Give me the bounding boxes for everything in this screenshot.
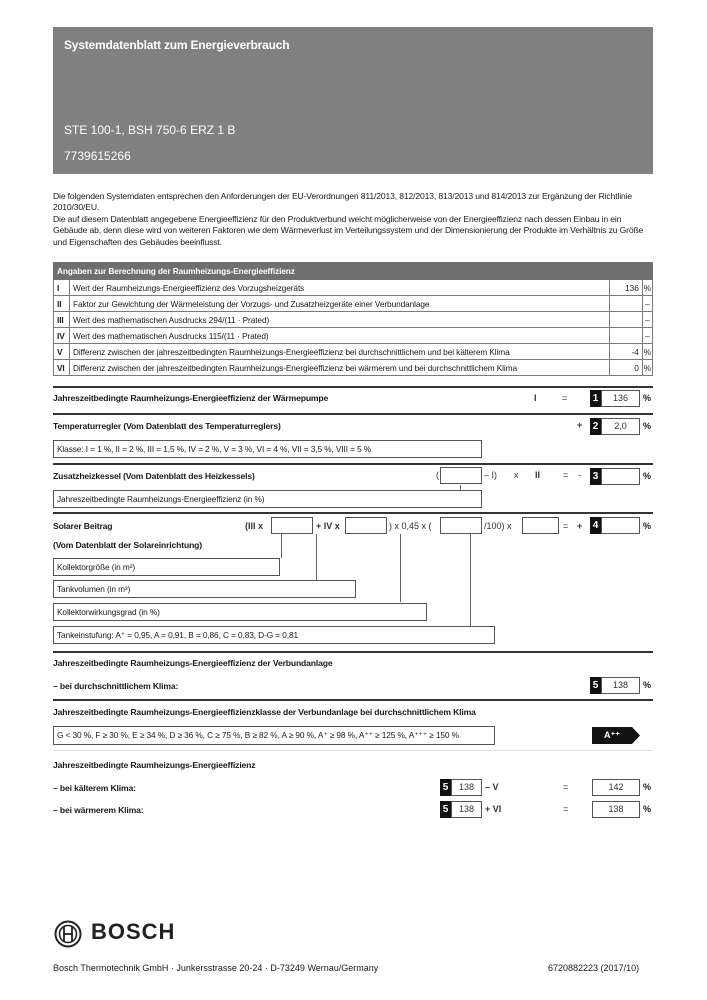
product-name: STE 100-1, BSH 750-6 ERZ 1 B — [64, 123, 236, 137]
boiler-result — [601, 468, 640, 485]
boiler-label: Zusatzheizkessel (Vom Datenblatt des Heizkessels) — [53, 471, 255, 481]
heat-pump-equals: = — [562, 393, 568, 403]
efficiency-class-badge — [592, 727, 640, 744]
controller-value[interactable]: 2,0 — [601, 418, 640, 435]
system-efficiency-label: Jahreszeitbedingte Raumheizungs-Energieeffizienz der Verbundanlage — [53, 658, 333, 668]
warmer-climate-operator: + VI — [485, 804, 502, 814]
efficiency-class-value: A⁺⁺ — [603, 730, 620, 740]
heat-pump-ref: I — [534, 393, 537, 403]
parameter-number: VI — [54, 360, 70, 376]
parameter-value: 0 — [609, 360, 642, 376]
parameter-value — [609, 312, 642, 328]
solar-part-4: /100) x — [484, 521, 512, 531]
solar-input-tank-volume[interactable] — [345, 517, 387, 534]
parameter-unit: % — [642, 360, 652, 376]
connector-line — [281, 534, 282, 558]
boiler-hint: Jahreszeitbedingte Raumheizungs-Energieeffizienz (in %) — [53, 490, 482, 508]
connector-line — [470, 534, 471, 626]
solar-plus: + — [577, 521, 583, 531]
boiler-times: x — [514, 470, 519, 480]
boiler-open-paren: ( — [436, 470, 439, 480]
colder-climate-unit: % — [643, 782, 652, 792]
divider — [53, 699, 653, 701]
parameter-label: Wert des mathematischen Ausdrucks 294/(11 · Prated) — [70, 312, 610, 328]
solar-unit: % — [643, 521, 652, 531]
footer-address: Bosch Thermotechnik GmbH · Junkersstrasse 20-24 · D-73249 Wernau/Germany — [53, 963, 379, 973]
footer-document-number: 6720882223 (2017/10) — [548, 963, 640, 973]
boiler-minus-I: – I) — [484, 470, 498, 480]
colder-climate-value: 142 — [592, 779, 640, 796]
intro-paragraph-1: Die folgenden Systemdaten entsprechen den Anforderungen der EU-Verordnungen 811/2013, 812/2013, 813/2013 und 814/2013 zur Ergänzung der Richtlinie 2010/30/EU. — [53, 191, 632, 213]
boiler-efficiency-input[interactable] — [440, 467, 482, 484]
parameter-unit: % — [642, 280, 652, 296]
warmer-climate-equals: = — [563, 804, 569, 814]
solar-input-collector-efficiency[interactable] — [440, 517, 482, 534]
efficiency-class-label: Jahreszeitbedingte Raumheizungs-Energieeffizienzklasse der Verbundanlage bei durchschnittlichem Klima — [53, 707, 476, 717]
badge-5-colder: 5 — [440, 779, 451, 796]
parameter-unit: – — [642, 328, 652, 344]
climate-label: Jahreszeitbedingte Raumheizungs-Energieeffizienz — [53, 760, 256, 770]
boiler-ref-II: II — [535, 470, 541, 480]
article-number: 7739615266 — [64, 149, 131, 163]
controller-operator: + — [577, 420, 583, 430]
warmer-climate-value: 138 — [592, 801, 640, 818]
parameter-label: Wert des mathematischen Ausdrucks 115/(11 · Prated) — [70, 328, 610, 344]
parameter-label: Differenz zwischen der jahreszeitbedingten Raumheizungs-Energieeffizienz bei wärmerem und bei durchschnittlichem Klima — [70, 360, 610, 376]
badge-2: 2 — [590, 418, 601, 435]
badge-5: 5 — [590, 677, 601, 694]
solar-input-collector-size[interactable] — [271, 517, 313, 534]
parameter-row — [54, 296, 653, 312]
solar-hint-tank-rating: Tankeinstufung: A⁺ = 0,95, A = 0,91, B = 0,86, C = 0,83, D-G = 0,81 — [53, 626, 495, 644]
boiler-minus: - — [578, 470, 581, 480]
solar-hint-tank-volume: Tankvolumen (in m³) — [53, 580, 356, 598]
parameter-number: IV — [54, 328, 70, 344]
parameter-row — [54, 328, 653, 344]
system-efficiency-value: 138 — [601, 677, 640, 694]
intro-text — [53, 191, 657, 248]
parameter-number: III — [54, 312, 70, 328]
warmer-climate-unit: % — [643, 804, 652, 814]
controller-label: Temperaturregler (Vom Datenblatt des Temperaturreglers) — [53, 421, 281, 431]
warmer-climate-base: 138 — [451, 801, 482, 818]
colder-climate-operator: – V — [485, 782, 499, 792]
parameter-value: 136 — [609, 280, 642, 296]
solar-label: Solarer Beitrag — [53, 521, 113, 531]
parameter-row — [54, 344, 653, 360]
controller-classes: Klasse: I = 1 %, II = 2 %, III = 1,5 %, IV = 2 %, V = 3 %, VI = 4 %, VII = 3,5 %, VIII = 5 % — [53, 440, 482, 458]
solar-hint-collector-efficiency: Kollektorwirkungsgrad (in %) — [53, 603, 427, 621]
heat-pump-unit: % — [643, 393, 652, 403]
solar-part-2: + IV x — [316, 521, 340, 531]
parameter-label: Differenz zwischen der jahreszeitbedingten Raumheizungs-Energieeffizienz bei durchschnittlichem und bei kälterem Klima — [70, 344, 610, 360]
boiler-unit: % — [643, 471, 652, 481]
warmer-climate-label: – bei wärmerem Klima: — [53, 805, 144, 815]
connector-line — [400, 534, 401, 602]
solar-equals: = — [563, 521, 569, 531]
parameter-value: -4 — [609, 344, 642, 360]
divider — [53, 512, 653, 514]
parameter-number: V — [54, 344, 70, 360]
parameter-row — [54, 312, 653, 328]
bosch-wordmark: BOSCH — [91, 919, 176, 944]
divider — [53, 651, 653, 653]
system-efficiency-sublabel: – bei durchschnittlichem Klima: — [53, 681, 179, 691]
controller-unit: % — [643, 421, 652, 431]
intro-paragraph-2: Die auf diesem Datenblatt angegebene Energieeffizienz für den Produktverbund weicht möglicherweise von der Energieeffizienz nach dessen Einbau in ein Gebäude ab, denn diese wird von weiteren Faktoren wie dem Wärmeverlust im Verteilungssystem und der Dimensionierung der Produkte im Verhältnis zu Größe und Eigenschaften des Gebäudes beeinflusst. — [53, 213, 644, 247]
solar-input-tank-rating[interactable] — [522, 517, 559, 534]
parameter-value — [609, 296, 642, 312]
parameter-row — [54, 280, 653, 296]
parameter-unit: – — [642, 296, 652, 312]
system-efficiency-unit: % — [643, 680, 652, 690]
parameter-value — [609, 328, 642, 344]
parameter-number: I — [54, 280, 70, 296]
parameter-row — [54, 360, 653, 376]
colder-climate-equals: = — [563, 782, 569, 792]
boiler-equals: = — [563, 470, 569, 480]
solar-sublabel: (Vom Datenblatt der Solareinrichtung) — [53, 540, 202, 550]
badge-4: 4 — [590, 517, 601, 534]
heat-pump-label: Jahreszeitbedingte Raumheizungs-Energieeffizienz der Wärmepumpe — [53, 393, 329, 403]
header-band — [53, 27, 653, 174]
badge-3: 3 — [590, 468, 601, 485]
parameters-table — [53, 262, 653, 376]
bosch-logo-icon — [54, 920, 82, 948]
parameter-label: Wert der Raumheizungs-Energieeffizienz des Vorzugsheizgeräts — [70, 280, 610, 296]
divider — [53, 413, 653, 415]
badge-5-warmer: 5 — [440, 801, 451, 818]
divider — [53, 386, 653, 388]
connector-line — [316, 534, 317, 580]
parameter-label: Faktor zur Gewichtung der Wärmeleistung der Vorzugs- und Zusatzheizgeräte einer Verbundanlage — [70, 296, 610, 312]
solar-result — [601, 517, 640, 534]
solar-part-3: ) x 0,45 x ( — [389, 521, 432, 531]
colder-climate-base: 138 — [451, 779, 482, 796]
solar-part-1: (III x — [245, 521, 264, 531]
parameter-number: II — [54, 296, 70, 312]
parameters-heading: Angaben zur Berechnung der Raumheizungs-Energieeffizienz — [54, 263, 653, 280]
parameter-unit: % — [642, 344, 652, 360]
heat-pump-value: 136 — [601, 390, 640, 407]
divider — [53, 750, 653, 751]
document-title: Systemdatenblatt zum Energieverbrauch — [64, 38, 290, 52]
colder-climate-label: – bei kälterem Klima: — [53, 783, 136, 793]
divider — [53, 463, 653, 465]
efficiency-class-scale: G < 30 %, F ≥ 30 %, E ≥ 34 %, D ≥ 36 %, C ≥ 75 %, B ≥ 82 %, A ≥ 90 %, A⁺ ≥ 98 %, A⁺⁺ ≥ 125 %, A⁺⁺⁺ ≥ 150 % — [53, 726, 495, 745]
badge-1: 1 — [590, 390, 601, 407]
solar-hint-collector-size: Kollektorgröße (in m²) — [53, 558, 280, 576]
parameter-unit: – — [642, 312, 652, 328]
